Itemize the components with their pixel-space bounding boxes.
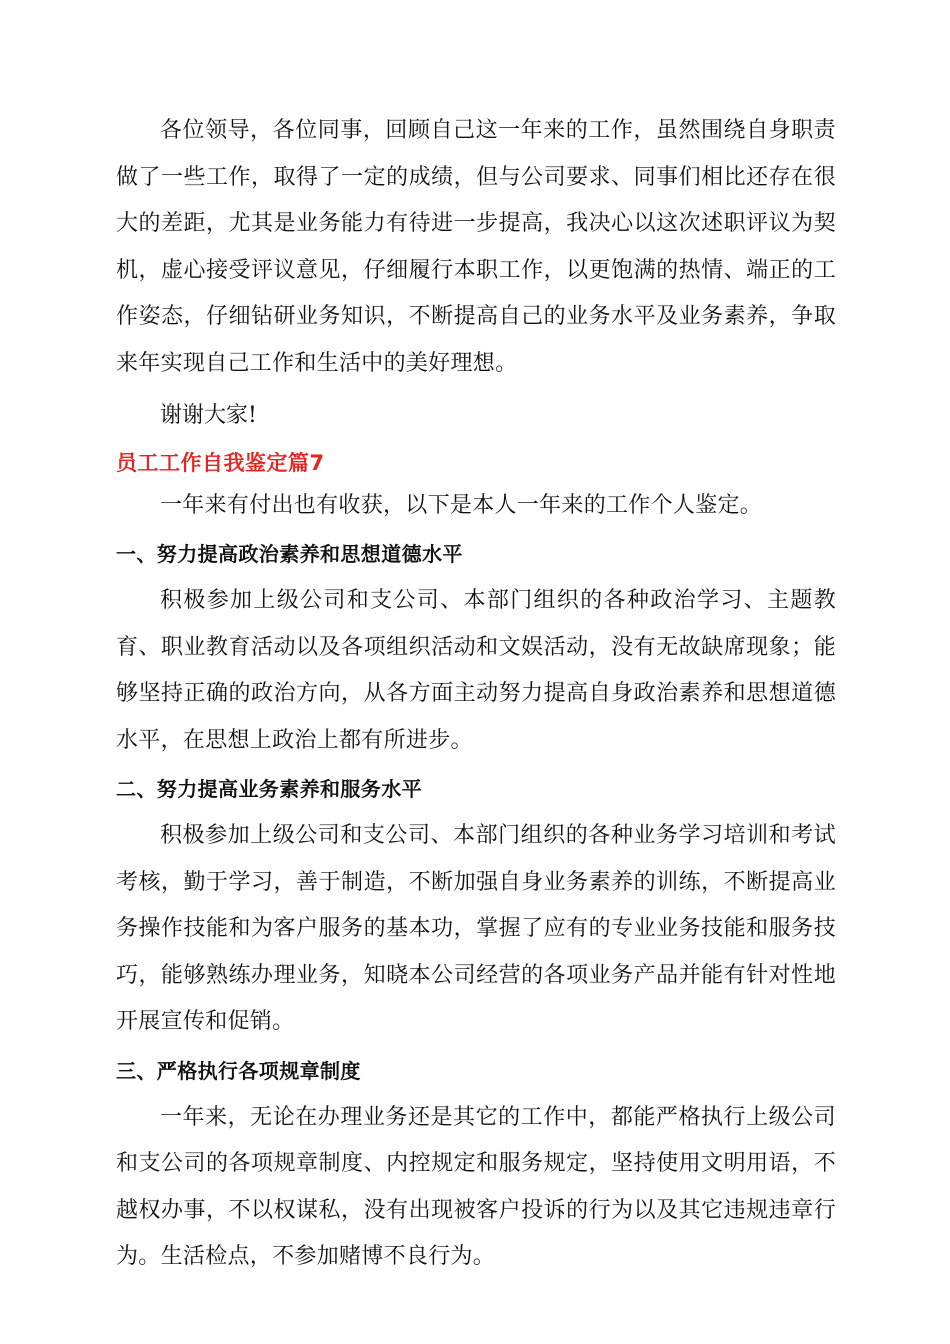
item-heading-3: 三、严格执行各项规章制度 <box>116 1058 361 1083</box>
section-intro: 一年来有付出也有收获，以下是本人一年来的工作个人鉴定。 <box>160 492 763 518</box>
intro-paragraph: 各位领导，各位同事，回顾自己这一年来的工作，虽然围绕自身职责做了一些工作，取得了一定的成绩，但与公司要求、同事们相比还存在很大的差距，尤其是业务能力有待进一步提高，我决心以这次述职评议为契机，虚心接受评议意见，仔细履行本职工作，以更饱满的热情、端正的工作姿态，仔细钻研业务知识，不断提高自己的业务水平及业务素养，争取来年实现自己工作和生活中的美好理想。 <box>116 118 836 376</box>
item-body-2: 积极参加上级公司和支公司、本部门组织的各种业务学习培训和考试考核，勤于学习，善于制造，不断加强自身业务素养的训练，不断提高业务操作技能和为客户服务的基本功，掌握了应有的专业业务技能和服务技巧，能够熟练办理业务，知晓本公司经营的各项业务产品并能有针对性地开展宣传和促销。 <box>116 823 836 1034</box>
section-title: 员工工作自我鉴定篇7 <box>116 450 325 475</box>
document-page <box>116 108 836 1281</box>
item-body-3: 一年来，无论在办理业务还是其它的工作中，都能严格执行上级公司和支公司的各项规章制度、内控规定和服务规定，坚持使用文明用语，不越权办事，不以权谋私，没有出现被客户投诉的行为以及其它违规违章行为。生活检点，不参加赌博不良行为。 <box>116 1104 836 1269</box>
item-heading-2: 二、努力提高业务素养和服务水平 <box>116 777 422 801</box>
thanks-line: 谢谢大家! <box>160 403 257 428</box>
item-heading-1: 一、努力提高政治素养和思想道德水平 <box>116 542 463 566</box>
item-body-1: 积极参加上级公司和支公司、本部门组织的各种政治学习、主题教育、职业教育活动以及各项组织活动和文娱活动，没有无故缺席现象；能够坚持正确的政治方向，从各方面主动努力提高自身政治素养和思想道德水平，在思想上政治上都有所进步。 <box>116 588 836 753</box>
